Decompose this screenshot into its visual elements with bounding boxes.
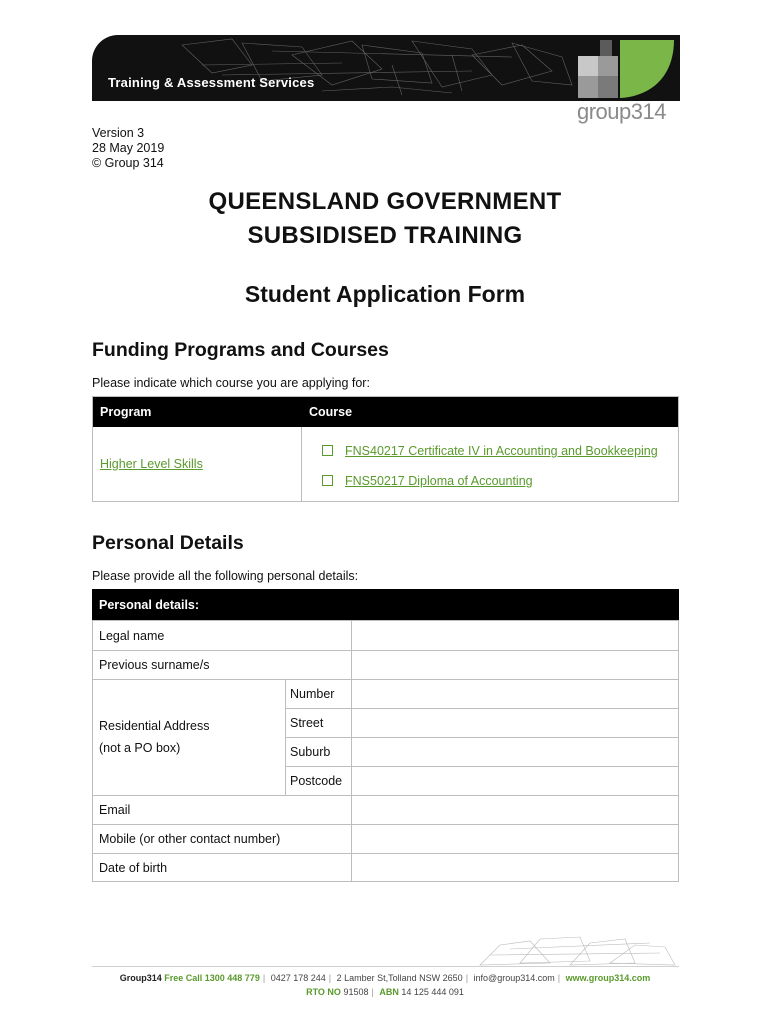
personal-table-header-label: Personal details:	[99, 598, 200, 612]
mobile-label: Mobile (or other contact number)	[99, 832, 281, 846]
footer-company: Group314	[119, 973, 162, 983]
footer-email-link[interactable]: info@group314.com	[473, 973, 555, 983]
course-checkbox-cert-iv[interactable]	[322, 445, 333, 456]
version-info	[92, 126, 164, 171]
main-title-line1: QUEENSLAND GOVERNMENT	[208, 188, 562, 215]
course-option-diploma[interactable]	[322, 472, 533, 490]
address-suburb-field[interactable]	[352, 738, 678, 766]
address-postcode-field[interactable]	[352, 767, 678, 795]
footer-rto-label: RTO NO	[306, 987, 341, 997]
footer-abn-label: ABN	[379, 987, 399, 997]
personal-details-table	[92, 589, 679, 882]
form-title: Student Application Form	[244, 281, 526, 307]
program-higher-level-skills-link[interactable]: Higher Level Skills	[100, 457, 203, 471]
copyright: © Group 314	[92, 156, 164, 170]
residential-address-label: Residential Address	[99, 719, 210, 733]
course-link-cert-iv[interactable]: FNS40217 Certificate IV in Accounting and Bookkeeping	[345, 444, 658, 458]
footer-registration-line: RTO NO 91508 | ABN 14 125 444 091	[306, 987, 464, 997]
version-date: 28 May 2019	[92, 141, 165, 155]
legal-name-label: Legal name	[99, 629, 165, 643]
address-postcode-label: Postcode	[290, 774, 343, 788]
group314-logo-icon	[576, 38, 676, 100]
address-suburb-label: Suburb	[290, 745, 331, 759]
address-street-label: Street	[290, 716, 324, 730]
personal-intro: Please provide all the following personal details:	[92, 569, 359, 583]
address-street-field[interactable]	[352, 709, 678, 737]
footer-divider	[92, 966, 679, 967]
email-field[interactable]	[352, 796, 678, 824]
address-number-field[interactable]	[352, 680, 678, 708]
funding-table	[92, 396, 679, 502]
previous-surname-label: Previous surname/s	[99, 658, 210, 672]
personal-table-header	[92, 589, 679, 620]
footer-free-call: Free Call 1300 448 779	[164, 973, 260, 983]
logo-text: group314	[577, 99, 666, 124]
course-link-diploma[interactable]: FNS50217 Diploma of Accounting	[345, 474, 533, 488]
column-header-program: Program	[100, 405, 152, 419]
main-title-line2: SUBSIDISED TRAINING	[247, 222, 523, 249]
address-number-label: Number	[290, 687, 335, 701]
mobile-field[interactable]	[352, 825, 678, 853]
legal-name-field[interactable]	[352, 621, 678, 650]
funding-intro: Please indicate which course you are applying for:	[92, 376, 370, 390]
footer-contact-line: Group314 Free Call 1300 448 779 | 0427 178 244 | 2 Lamber St,Tolland NSW 2650 | info@group314.com | www.group314.com	[119, 973, 651, 983]
personal-table-body	[92, 620, 679, 882]
banner-title: Training & Assessment Services	[108, 75, 315, 90]
course-option-cert-iv[interactable]	[322, 442, 658, 460]
version-number: Version 3	[92, 126, 145, 140]
footer-sketch-graphic	[460, 935, 680, 967]
funding-column-divider	[301, 427, 302, 502]
email-label: Email	[99, 803, 131, 817]
footer-rto-value: 91508	[343, 987, 369, 997]
previous-surname-field[interactable]	[352, 651, 678, 679]
footer-address: 2 Lamber St,Tolland NSW 2650	[336, 973, 463, 983]
funding-heading: Funding Programs and Courses	[92, 339, 389, 361]
course-checkbox-diploma[interactable]	[322, 475, 333, 486]
funding-table-header	[93, 397, 678, 427]
dob-label: Date of birth	[99, 861, 168, 875]
footer-website-link[interactable]: www.group314.com	[565, 973, 651, 983]
not-po-box-note: (not a PO box)	[99, 741, 181, 755]
dob-field[interactable]	[352, 854, 678, 881]
column-divider	[285, 679, 286, 795]
personal-heading: Personal Details	[92, 532, 244, 554]
column-header-course: Course	[309, 405, 353, 419]
footer-phone: 0427 178 244	[270, 973, 326, 983]
footer-abn-value: 14 125 444 091	[401, 987, 464, 997]
